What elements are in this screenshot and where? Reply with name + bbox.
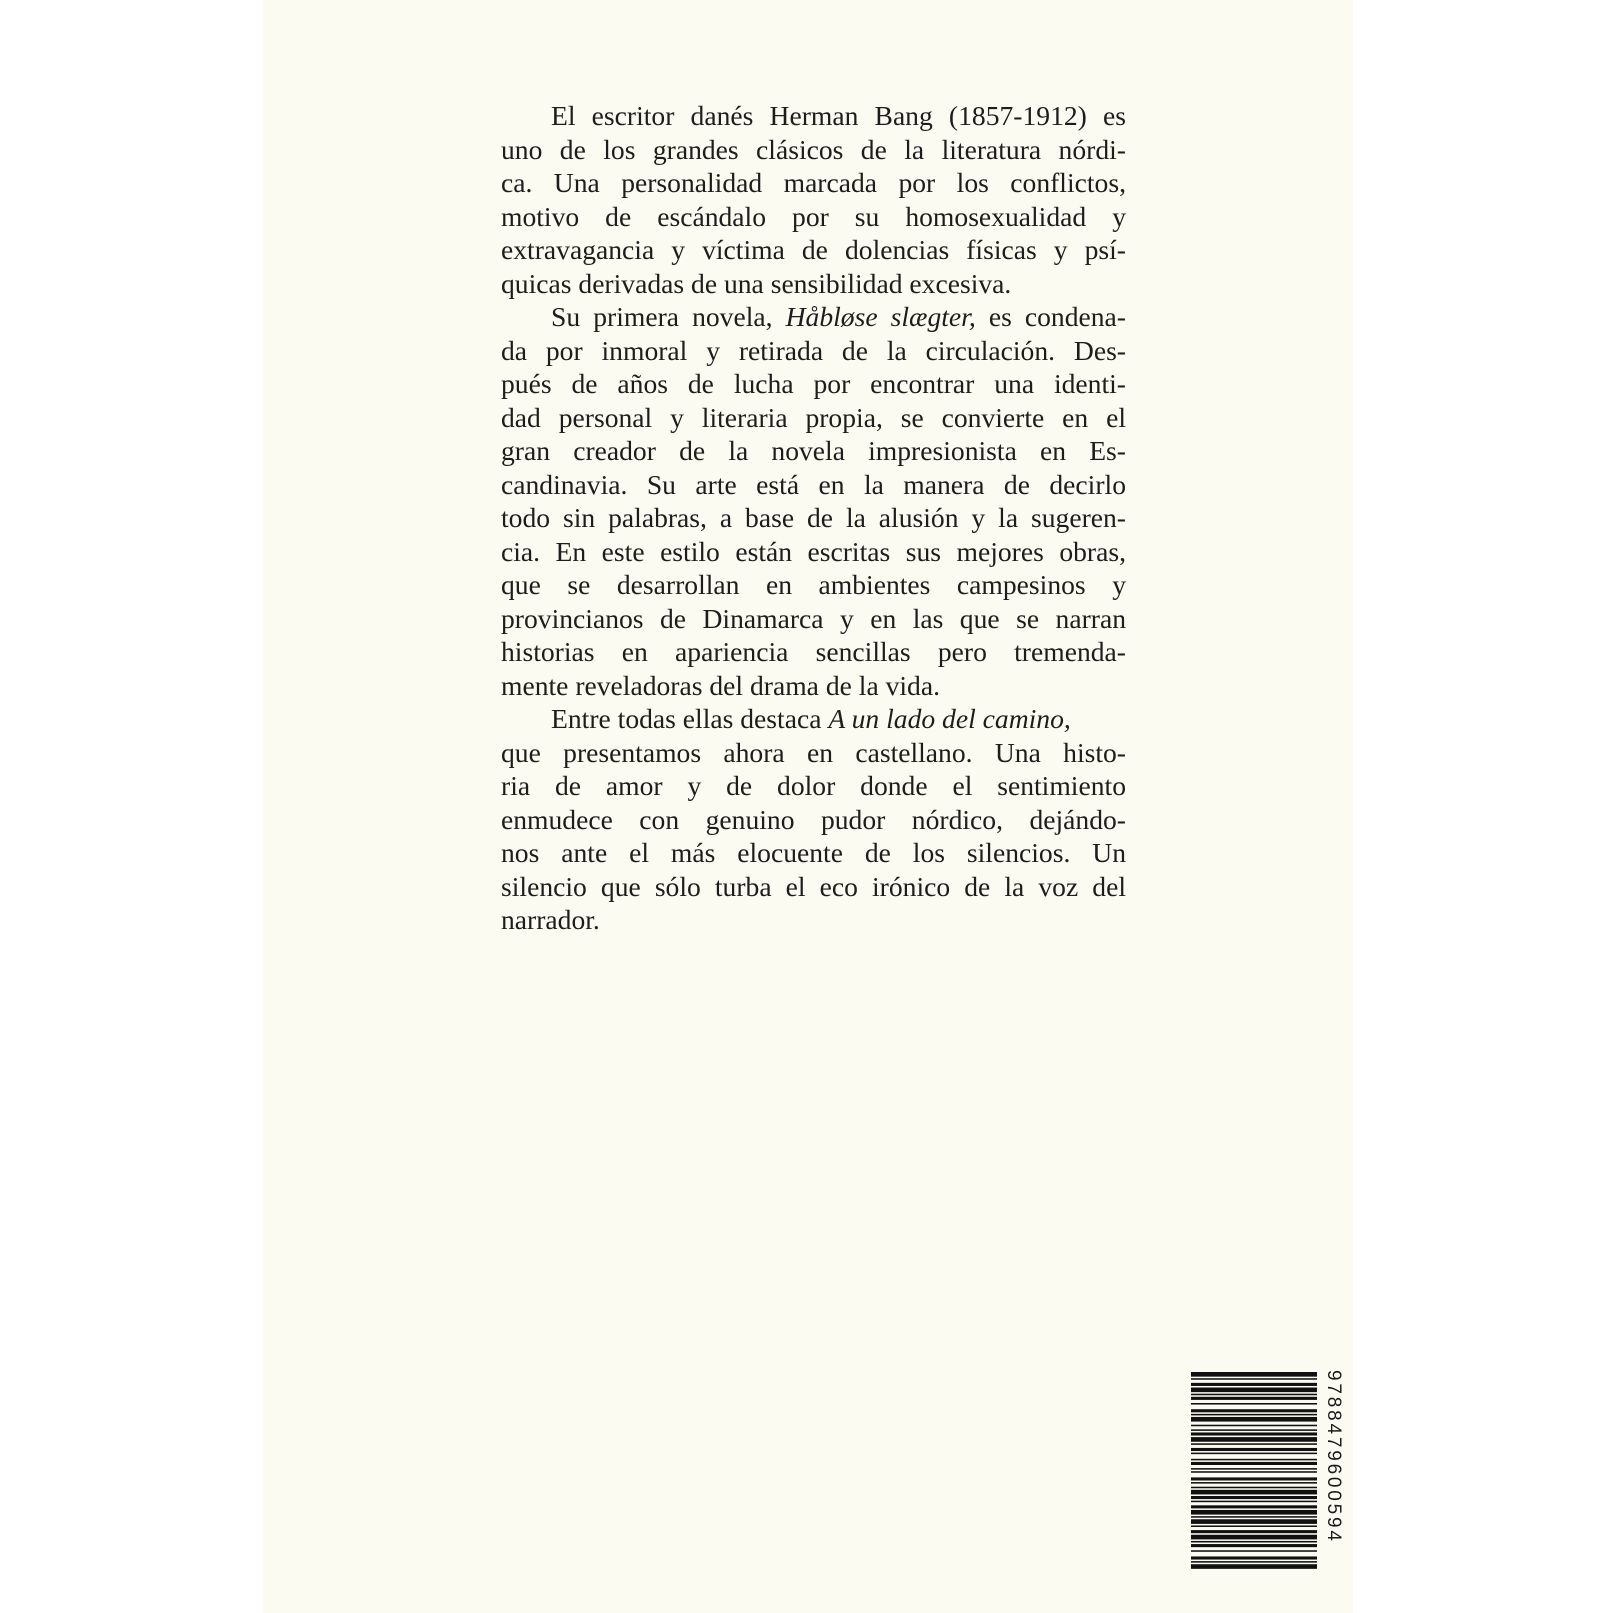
barcode-bar: [1191, 1561, 1317, 1563]
barcode-bar: [1191, 1516, 1317, 1518]
paragraph-3: [501, 702, 1126, 937]
text-line: gran creador de la novela impresionista en Es-: [501, 435, 1126, 466]
barcode-bar: [1191, 1443, 1317, 1445]
barcode-bar: [1191, 1501, 1317, 1503]
barcode-bar: [1191, 1564, 1317, 1569]
paragraph-2: [501, 300, 1126, 702]
text-fragment: Entre todas ellas destaca: [551, 703, 829, 734]
text-line: nos ante el más elocuente de los silencios. Un: [501, 837, 1126, 868]
paragraph-1: [501, 99, 1126, 300]
barcode-bar: [1191, 1414, 1317, 1416]
book-title-italic: Håbløse slægter,: [785, 301, 976, 332]
barcode-bar: [1191, 1453, 1317, 1455]
barcode-bar: [1191, 1383, 1317, 1386]
text-fragment: es condena-: [975, 301, 1126, 332]
barcode-bar: [1191, 1477, 1317, 1480]
barcode-bar: [1191, 1544, 1317, 1547]
blurb-text: [501, 99, 1126, 937]
text-line: cia. En este estilo están escritas sus mejores obras,: [501, 535, 1126, 567]
barcode-bar: [1191, 1403, 1317, 1405]
barcode-bar: [1191, 1394, 1317, 1396]
barcode-bars: [1191, 1370, 1319, 1574]
text-line: ca. Una personalidad marcada por los conflictos,: [501, 167, 1126, 198]
barcode-digits: 9788479600594: [1323, 1370, 1344, 1544]
text-line: todo sin palabras, a base de la alusión y la sugeren-: [501, 502, 1126, 533]
barcode-bar: [1191, 1448, 1317, 1451]
text-line: extravagancia y víctima de dolencias físicas y psí-: [501, 234, 1126, 265]
text-line: narrador.: [501, 904, 600, 935]
barcode-bar: [1191, 1372, 1317, 1377]
text-line: mente reveladoras del drama de la vida.: [501, 669, 940, 701]
barcode-bar: [1191, 1535, 1317, 1540]
text-line: motivo de escándalo por su homosexualidad y: [501, 200, 1126, 232]
text-line: ria de amor y de dolor donde el sentimiento: [501, 770, 1126, 801]
text-line: dad personal y literaria propia, se convierte en el: [501, 401, 1126, 433]
barcode-bar: [1191, 1550, 1317, 1552]
book-title-italic: A un lado del camino,: [828, 703, 1071, 734]
book-back-cover: [263, 0, 1353, 1613]
barcode-bar: [1191, 1429, 1317, 1431]
barcode-bar: [1191, 1459, 1317, 1461]
barcode-bar: [1191, 1397, 1317, 1400]
barcode-bar: [1191, 1471, 1317, 1473]
barcode-bar: [1191, 1409, 1317, 1412]
text-line: silencio que sólo turba el eco irónico de la voz del: [501, 870, 1126, 902]
barcode-bar: [1191, 1496, 1317, 1499]
barcode-bar: [1191, 1490, 1317, 1495]
barcode-bar: [1191, 1482, 1317, 1484]
barcode-bar: [1191, 1541, 1317, 1543]
barcode-bar: [1191, 1462, 1317, 1465]
text-line: provincianos de Dinamarca y en las que se narran: [501, 602, 1126, 634]
text-line: [501, 300, 1126, 334]
barcode-bar: [1191, 1525, 1317, 1527]
barcode-bar: [1191, 1556, 1317, 1559]
text-line: enmudece con genuino pudor nórdico, dejándo-: [501, 803, 1126, 835]
text-line: da por inmoral y retirada de la circulación. Des-: [501, 334, 1126, 366]
text-line: historias en apariencia sencillas pero tremenda-: [501, 636, 1126, 667]
text-line: El escritor danés Herman Bang (1857-1912) es: [551, 100, 1126, 131]
barcode-bar: [1191, 1530, 1317, 1533]
barcode-bar: [1191, 1505, 1317, 1508]
barcode-bar: [1191, 1432, 1317, 1435]
barcode-bar: [1191, 1378, 1317, 1380]
barcode-bar: [1191, 1468, 1317, 1470]
barcode-bar: [1191, 1388, 1317, 1393]
text-line: que presentamos ahora en castellano. Una histo-: [501, 736, 1126, 768]
isbn-barcode: [1191, 1370, 1344, 1574]
barcode-bar: [1191, 1437, 1317, 1442]
barcode-bar: [1191, 1487, 1317, 1489]
barcode-bar: [1191, 1519, 1317, 1524]
text-line: quicas derivadas de una sensibilidad excesiva.: [501, 267, 1012, 299]
text-line: que se desarrollan en ambientes campesinos y: [501, 569, 1126, 600]
text-line: candinavia. Su arte está en la manera de decirlo: [501, 468, 1126, 500]
barcode-bar: [1191, 1417, 1317, 1422]
barcode-bar: [1191, 1510, 1317, 1515]
text-fragment: Su primera novela,: [551, 301, 786, 332]
text-line: [501, 702, 1126, 736]
text-line: uno de los grandes clásicos de la literatura nórdi-: [501, 133, 1126, 165]
barcode-bar: [1191, 1425, 1317, 1427]
text-line: pués de años de lucha por encontrar una identi-: [501, 368, 1126, 399]
